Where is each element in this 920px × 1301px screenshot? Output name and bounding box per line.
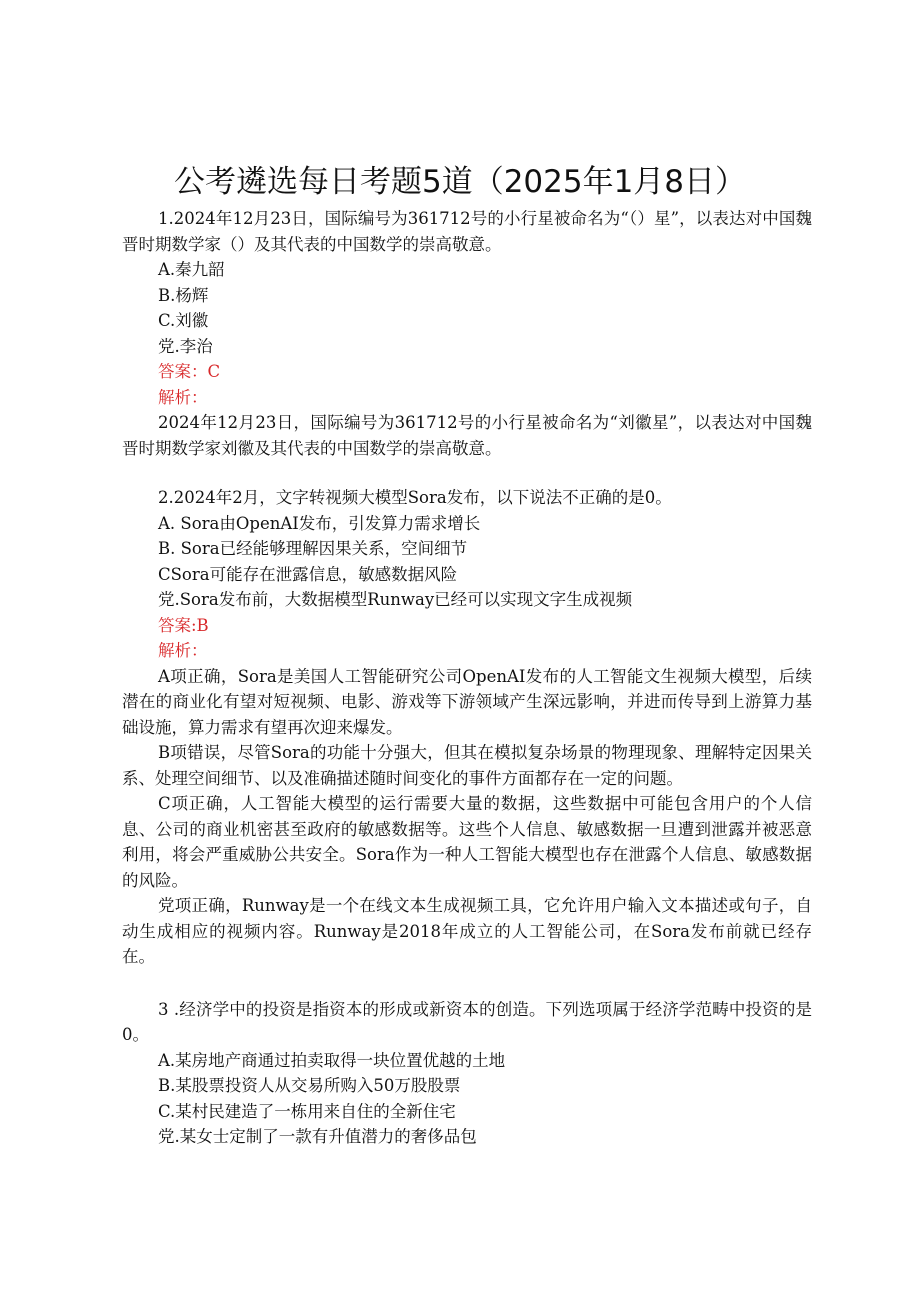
question-2-option-a: A. Sora由OpenAI发布，引发算力需求增长 xyxy=(158,513,481,533)
question-3-option-b: B.某股票投资人从交易所购入50万股股票 xyxy=(158,1076,461,1095)
question-1-analysis-label: 解析： xyxy=(158,387,208,407)
question-2-option-b: B. Sora已经能够理解因果关系，空间细节 xyxy=(158,539,468,558)
question-2-option-c: CSora可能存在泄露信息，敏感数据风险 xyxy=(158,564,458,584)
question-2-analysis-c: C项正确，人工智能大模型的运行需要大量的数据，这些数据中可能包含用户的个人信息、公司的商业机密甚至政府的敏感数据等。这些个人信息、敏感数据一旦遭到泄露并被恶意利用，将会严重威胁公共安全。Sora作为一种人工智能大模型也存在泄露个人信息、敏感数据的风险。 xyxy=(122,794,812,890)
question-3-option-d: 党.某女士定制了一款有升值潜力的奢侈品包 xyxy=(158,1127,477,1146)
document-body xyxy=(122,206,812,1150)
question-1 xyxy=(122,206,812,461)
question-3-option-a: A.某房地产商通过拍卖取得一块位置优越的土地 xyxy=(158,1050,506,1070)
question-1-option-d: 党.李治 xyxy=(158,336,213,356)
question-2-answer: 答案:B xyxy=(158,615,209,635)
question-2 xyxy=(122,485,812,970)
question-3-option-c: C.某村民建造了一栋用来自住的全新住宅 xyxy=(158,1101,456,1121)
question-1-analysis: 2024年12月23日，国际编号为361712号的小行星被命名为“刘徽星”，以表达对中国魏晋时期数学家刘徽及其代表的中国数学的崇高敬意。 xyxy=(122,413,812,458)
question-2-analysis-d: 党项正确，Runway是一个在线文本生成视频工具，它允许用户输入文本描述或句子，自动生成相应的视频内容。Runway是2018年成立的人工智能公司，在Sora发布前就已经存在。 xyxy=(122,896,812,966)
spacer xyxy=(122,461,812,485)
spacer xyxy=(122,970,812,997)
question-1-answer: 答案：C xyxy=(158,362,221,381)
question-1-stem: 1.2024年12月23日，国际编号为361712号的小行星被命名为“（）星”，以表达对中国魏晋时期数学家（）及其代表的中国数学的崇高敬意。 xyxy=(122,209,812,254)
question-3 xyxy=(122,997,812,1150)
question-1-option-a: A.秦九韶 xyxy=(158,260,225,279)
question-2-analysis-b: B项错误，尽管Sora的功能十分强大，但其在模拟复杂场景的物理现象、理解特定因果关系、处理空间细节、以及准确描述随时间变化的事件方面都存在一定的问题。 xyxy=(122,743,812,788)
question-2-option-d: 党.Sora发布前，大数据模型Runway已经可以实现文字生成视频 xyxy=(158,590,633,609)
question-2-analysis-a: A项正确，Sora是美国人工智能研究公司OpenAI发布的人工智能文生视频大模型，后续潜在的商业化有望对短视频、电影、游戏等下游领域产生深远影响，并进而传导到上游算力基础设施，算力需求有望再次迎来爆发。 xyxy=(122,666,812,737)
question-2-analysis-label: 解析： xyxy=(158,641,208,660)
question-1-option-c: C.刘徽 xyxy=(158,311,209,330)
page-title: 公考遴选每日考题5道（2025年1月8日） xyxy=(173,164,747,200)
question-1-option-b: B.杨辉 xyxy=(158,285,209,305)
question-2-stem: 2.2024年2月，文字转视频大模型Sora发布，以下说法不正确的是0。 xyxy=(158,488,672,507)
question-3-stem: 3 .经济学中的投资是指资本的形成或新资本的创造。下列选项属于经济学范畴中投资的是0。 xyxy=(122,999,812,1044)
